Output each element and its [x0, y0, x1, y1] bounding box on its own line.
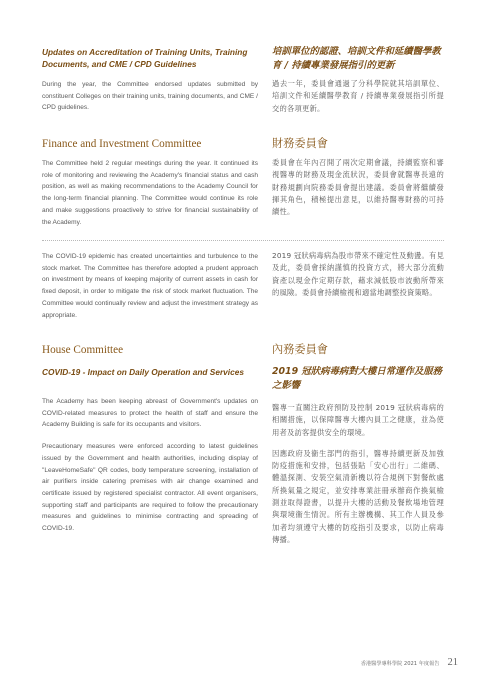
finance-para2-en-block	[42, 251, 258, 321]
house-heading-zh: 內務委員會	[272, 343, 328, 356]
finance-heading-en: Finance and Investment Committee	[42, 138, 202, 150]
house-para2-zh: 因應政府及衞生部門的指引，醫專持續更新及加強防疫措施和安排，包括張貼「安心出行」二維碼、體溫探測、安裝空氣清新機以符合規例下對餐飲處所換氣量之規定，並安排專業註冊承辦商作換氣檢測並取得證書，以提升大樓的活動及餐飲場地管理與環境衞生情況。所有主辦機構、其工作人員及參加者均須遵守大樓的防疫指引及要求，以防止病毒傳播。	[272, 448, 444, 544]
finance-para2-en: The COVID-19 epidemic has created uncertainties and turbulence to the stock market. The Committee has therefore adopted a prudent approach on investment by means of keeping majority of current assets in cash for fixed deposit, in order to mitigate the risk of stock market fluctuation. The Committee would continually review and adjust the investment strategy as appropriate.	[42, 253, 258, 319]
accreditation-body-zh: 過去一年，委員會通過了分科學院就其培訓單位、培訓文件和延續醫學教育 / 持續專業發展指引所提交的各項更新。	[272, 79, 444, 113]
accreditation-title-en: Updates on Accreditation of Training Units, Training Documents, and CME / CPD Guidelines	[42, 47, 248, 69]
house-en	[42, 343, 258, 535]
page-footer	[361, 657, 458, 668]
finance-para1-en: The Committee held 2 regular meetings during the year. It continued its role of monitoring and reviewing the Academy's financial status and cash position, as well as making recommendations to the Academy Council for the long-term financial planning. The Committee would continue its role and make suggestions proactively to strive for financial sustainability of the Academy.	[42, 160, 258, 226]
house-subheading-en: COVID-19 - Impact on Daily Operation and Services	[42, 367, 244, 377]
finance-en	[42, 137, 258, 228]
finance-zh	[272, 137, 444, 218]
house-zh	[272, 343, 444, 546]
accreditation-zh	[272, 45, 444, 115]
accreditation-body-en: During the year, the Committee endorsed updates submitted by constituent Colleges on their training units, training documents, and CME / CPD guidelines.	[42, 81, 258, 112]
accreditation-en	[42, 46, 258, 114]
house-para2-en: Precautionary measures were enforced according to latest guidelines issued by the Government and health authorities, including display of "LeaveHomeSafe" QR codes, body temperature screening, installation of air purifiers inside catering premises with air change examined and certificate issued by registered specialist contractor. All event organisers, supporting staff and participants are required to follow the precautionary measures and guidelines to minimise contracting and spreading of COVID-19.	[42, 443, 258, 533]
finance-para2-zh: 2019 冠狀病毒病為股市帶來不確定性及動盪。有見及此，委員會採納謹慎的投資方式，將大部分流動資產以現金作定期存款，藉求減低股市波動所帶來的風險。委員會持續檢視和適當地調整投資策略。	[272, 251, 444, 297]
house-heading-en: House Committee	[42, 344, 124, 356]
accreditation-title-zh: 培訓單位的認證、培訓文件和延續醫學教育 / 持續專業發展指引的更新	[272, 46, 441, 71]
house-para1-zh: 醫專一直關注政府預防及控制 2019 冠狀病毒病的相關措施，以保障醫專大樓內員工之健康，並為使用者及訪客提供安全的環境。	[272, 403, 444, 437]
finance-para1-zh: 委員會在年內召開了兩次定期會議，持續監察和審視醫專的財務及現金流狀況，委員會就醫專長遠的財務規劃向院務委員會提出建議。委員會將繼續發揮其角色，積極提出意見，以維持醫專財務的可持續性。	[272, 158, 444, 217]
finance-para2-zh-block	[272, 250, 444, 299]
house-para1-en: The Academy has been keeping abreast of Government's updates on COVID-related measures to protect the health of staff and ensure the Academy Building is safe for its occupants and visitors.	[42, 398, 258, 429]
footer-report-title: 香港醫學專科學院 2021 年度報告	[360, 661, 440, 667]
finance-heading-zh: 財務委員會	[272, 137, 328, 150]
page-number: 21	[447, 657, 458, 668]
house-subheading-zh: 2019 冠狀病毒病對大樓日常運作及服務之影響	[272, 366, 442, 391]
section-divider	[42, 240, 444, 241]
